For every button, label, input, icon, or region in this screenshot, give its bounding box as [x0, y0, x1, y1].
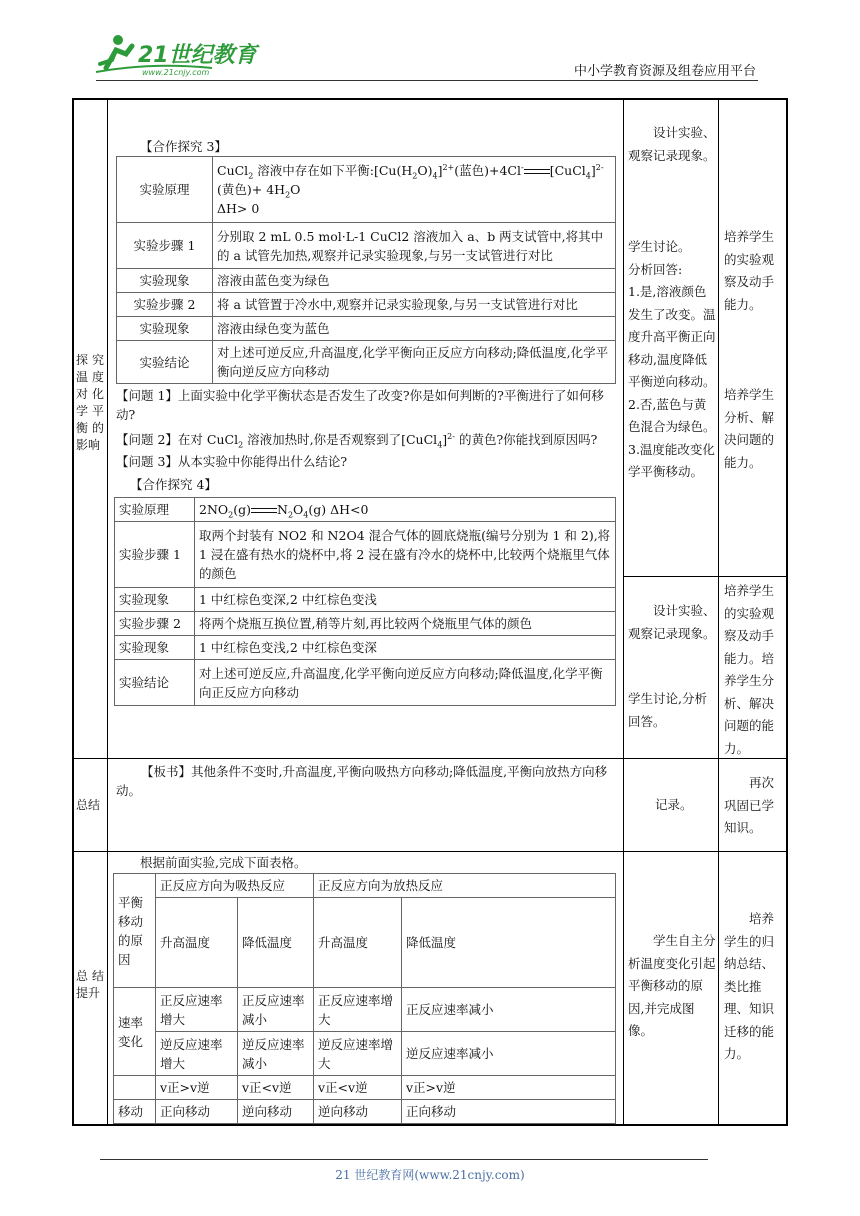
footer-divider	[100, 1159, 708, 1160]
e4-obs1-body: 1 中红棕色变深,2 中红棕色变浅	[195, 588, 616, 612]
design-intent-3: 培养学生的实验观察及动手能力。培养学生分析、解决问题的能力。	[724, 583, 775, 756]
col-head: 升高温度	[156, 898, 238, 988]
e4-step1-head: 实验步骤 1	[115, 522, 195, 588]
design-intent-1: 培养学生的实验观察及动手能力。	[724, 229, 775, 312]
col-head: 降低温度	[238, 898, 314, 988]
question-3: 【问题 3】从本实验中你能得出什么结论?	[116, 454, 348, 469]
e3-step2-head: 实验步骤 2	[117, 293, 213, 317]
e4-conclusion-body: 对上述可逆反应,升高温度,化学平衡向逆反应方向移动;降低温度,化学平衡向正反应方向移动	[195, 660, 616, 706]
exo-head: 正反应方向为放热反应	[314, 874, 616, 898]
e3-step1-head: 实验步骤 1	[117, 223, 213, 269]
footer-text: 21 世纪教育网(www.21cnjy.com)	[335, 1168, 525, 1182]
table-cell: v正>v逆	[402, 1076, 616, 1100]
table-cell: 正反应速率增大	[314, 988, 402, 1032]
question-2: 【问题 2】在对 CuCl$_2$ 溶液加热时,你是否观察到了[CuCl$_4$]$^{2-}$ 的黄色?你能找到原因吗?	[116, 431, 598, 450]
e3-principle-body: CuCl$_2$ 溶液中存在如下平衡$:[Cu(H_2O)_4]^{2+}$(蓝色)+4Cl- [CuCl$_4$]$^{2-}$(黄色)+ $4H_2O$ ΔH> 0	[213, 157, 616, 223]
explore4-title: 【合作探究 4】	[130, 477, 217, 492]
e4-step2-head: 实验步骤 2	[115, 612, 195, 636]
table-cell: v正>v逆	[156, 1076, 238, 1100]
table-cell: 正反应速率减小	[238, 988, 314, 1032]
table-cell: 逆反应速率减小	[402, 1032, 616, 1076]
logo	[92, 28, 272, 80]
e4-principle-head: 实验原理	[115, 498, 195, 522]
table-cell: 逆反应速率增大	[156, 1032, 238, 1076]
board-note: 【板书】其他条件不变时,升高温度,平衡向吸热方向移动;降低温度,平衡向放热方向移动。	[116, 764, 608, 798]
e3-principle-head: 实验原理	[117, 157, 213, 223]
student-activity-1: 设计实验、观察记录现象。	[628, 125, 716, 163]
e4-step1-body: 取两个封装有 NO2 和 N2O4 混合气体的圆底烧瓶(编号分别为 1 和 2),将 1 浸在盛有热水的烧杯中,将 2 浸在盛有冷水的烧杯中,比较两个烧瓶里气体的颜色	[195, 522, 616, 588]
e3-conclusion-body: 对上述可逆反应,升高温度,化学平衡向正反应方向移动;降低温度,化学平衡向逆反应方向移动	[213, 341, 616, 384]
e4-equation: $2NO_2(g)$ $N_2O_4(g)$ ΔH<0	[195, 498, 616, 522]
section-label-temperature: 探究温度对化学平衡的影响	[76, 353, 104, 452]
table-cell: 逆向移动	[314, 1100, 402, 1124]
move-head: 移动	[114, 1100, 156, 1124]
table-cell: 逆反应速率减小	[238, 1032, 314, 1076]
question-1: 【问题 1】上面实验中化学平衡状态是否发生了改变?你是如何判断的?平衡进行了如何移动?	[116, 388, 604, 422]
table-cell: 逆向移动	[238, 1100, 314, 1124]
header-divider	[96, 80, 758, 81]
e4-conclusion-head: 实验结论	[115, 660, 195, 706]
improve-intent: 培养学生的归纳总结、类比推理、知识迁移的能力。	[724, 911, 775, 1061]
table-cell: 正向移动	[402, 1100, 616, 1124]
e4-obs1-head: 实验现象	[115, 588, 195, 612]
section-label-summary: 总结	[76, 798, 101, 812]
summary-table	[113, 873, 616, 1124]
summary-intent: 再次巩固已学知识。	[724, 775, 775, 835]
e3-obs2-body: 溶液由绿色变为蓝色	[213, 317, 616, 341]
design-intent-2: 培养学生分析、解决问题的能力。	[724, 387, 775, 470]
table-cell: 逆反应速率增大	[314, 1032, 402, 1076]
col-head: 降低温度	[402, 898, 616, 988]
reason-head: 平衡移动的原因	[114, 874, 156, 988]
table-cell: 正向移动	[156, 1100, 238, 1124]
col-head: 升高温度	[314, 898, 402, 988]
explore4-table	[114, 497, 616, 706]
rate-head: 速率变化	[114, 988, 156, 1076]
e4-obs2-body: 1 中红棕色变浅,2 中红棕色变深	[195, 636, 616, 660]
table-cell: v正<v逆	[238, 1076, 314, 1100]
e3-obs1-head: 实验现象	[117, 269, 213, 293]
table-intro: 根据前面实验,完成下面表格。	[140, 855, 307, 870]
improve-student: 学生自主分析温度变化引起平衡移动的原因,并完成图像。	[628, 933, 716, 1038]
table-cell: v正<v逆	[314, 1076, 402, 1100]
e3-obs2-head: 实验现象	[117, 317, 213, 341]
section-label-improve: 总结提升	[76, 969, 104, 1000]
e4-step2-body: 将两个烧瓶互换位置,稍等片刻,再比较两个烧瓶里气体的颜色	[195, 612, 616, 636]
student-activity-3b: 学生讨论,分析回答。	[628, 691, 707, 729]
e3-step2-body: 将 a 试管置于冷水中,观察并记录实验现象,与另一支试管进行对比	[213, 293, 616, 317]
student-activity-3a: 设计实验、观察记录现象。	[628, 603, 716, 641]
svg-text:21世纪教育: 21世纪教育	[138, 43, 257, 68]
e3-obs1-body: 溶液由蓝色变为绿色	[213, 269, 616, 293]
student-activity-2: 学生讨论。 分析回答: 1.是,溶液颜色发生了改变。温度升高平衡正向移动,温度降低平衡逆向移动。 2.否,蓝色与黄色混合为绿色。 3.温度能改变化学平衡移动。	[628, 239, 716, 479]
table-cell: 正反应速率减小	[402, 988, 616, 1032]
endo-head: 正反应方向为吸热反应	[156, 874, 314, 898]
summary-student: 记录。	[655, 797, 693, 812]
e3-conclusion-head: 实验结论	[117, 341, 213, 384]
e3-step1-body: 分别取 2 mL 0.5 mol·L-1 CuCl2 溶液加入 a、b 两支试管中,将其中的 a 试管先加热,观察并记录实验现象,与另一支试管进行对比	[213, 223, 616, 269]
svg-text:www.21cnjy.com: www.21cnjy.com	[142, 68, 210, 77]
explore3-table	[116, 156, 616, 384]
table-cell: 正反应速率增大	[156, 988, 238, 1032]
e4-obs2-head: 实验现象	[115, 636, 195, 660]
platform-name: 中小学教育资源及组卷应用平台	[573, 64, 756, 79]
explore3-title: 【合作探究 3】	[140, 139, 227, 154]
